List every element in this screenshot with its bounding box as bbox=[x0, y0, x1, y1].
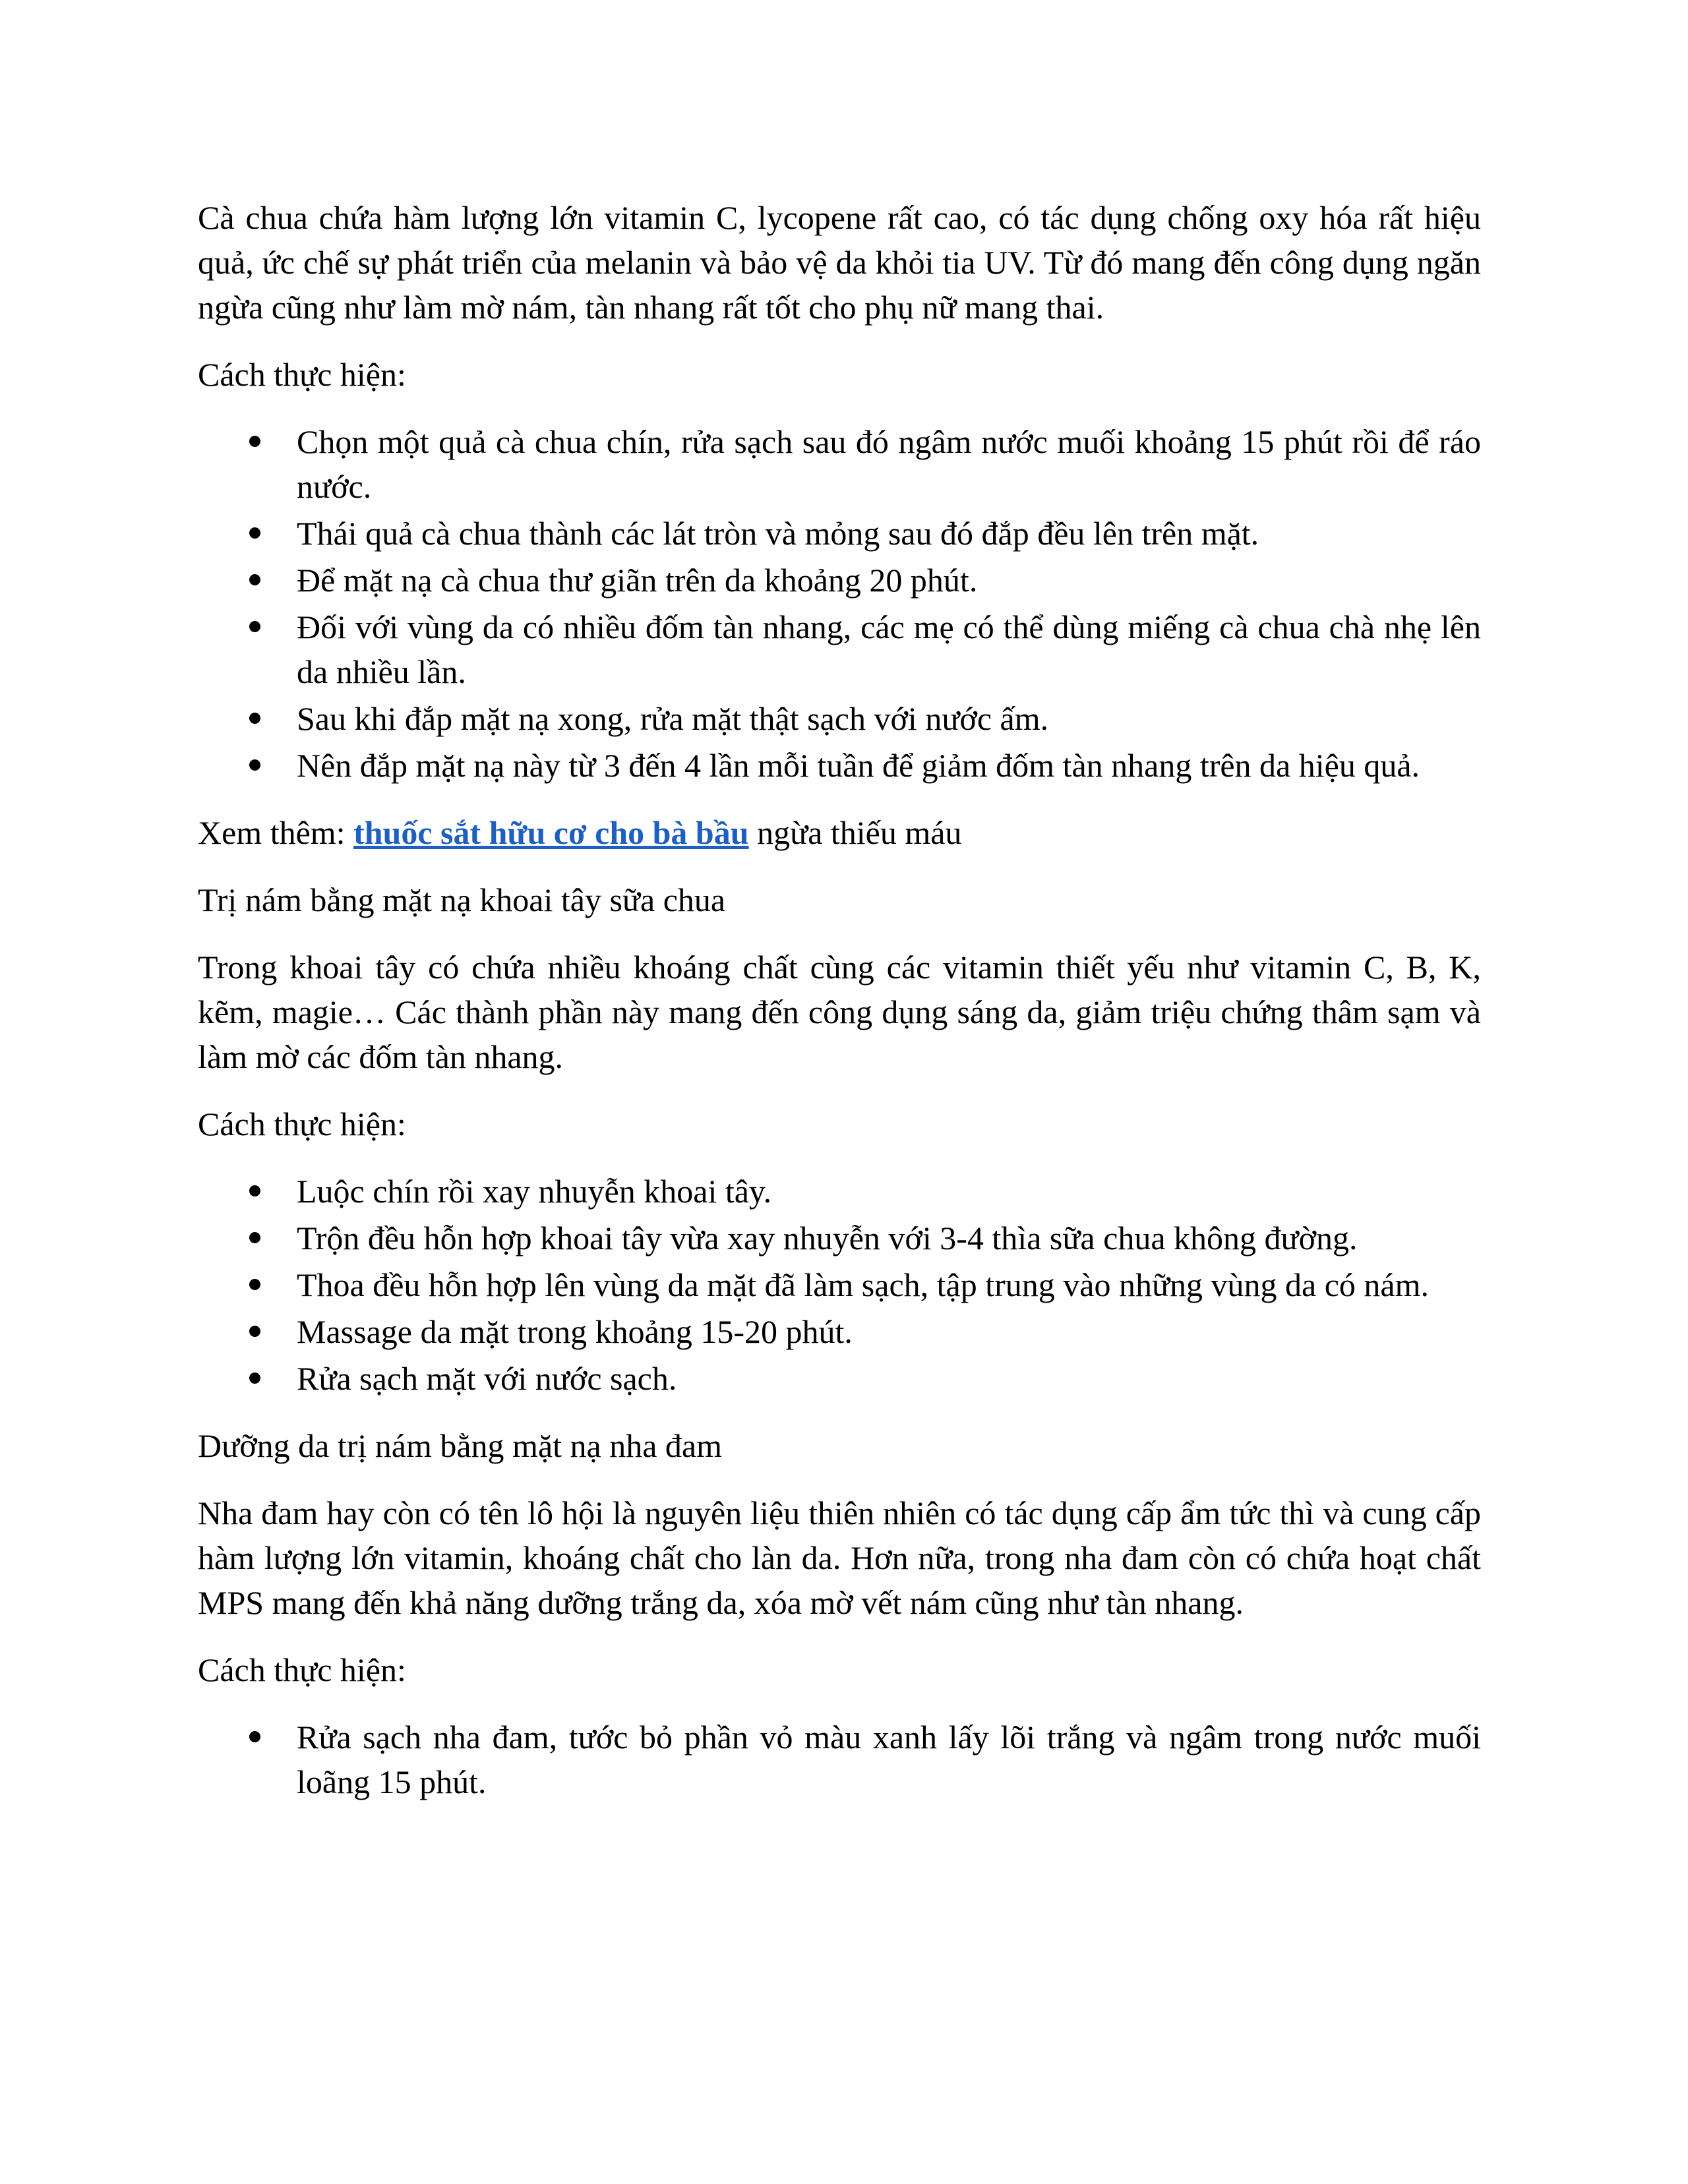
list-item-text: Nên đắp mặt nạ này từ 3 đến 4 lần mỗi tuần để giảm đốm tàn nhang trên da hiệu quả. bbox=[297, 747, 1420, 784]
list-item-text: Thoa đều hỗn hợp lên vùng da mặt đã làm sạch, tập trung vào những vùng da có nám. bbox=[297, 1266, 1430, 1303]
bullet-icon bbox=[249, 1279, 260, 1290]
list-item bbox=[198, 743, 1481, 788]
list-item bbox=[198, 1715, 1481, 1804]
tomato-steps-label: Cách thực hiện: bbox=[198, 356, 406, 393]
list-item-text: Rửa sạch nha đam, tước bỏ phần vỏ màu xanh lấy lõi trắng và ngâm trong nước muối loãng 15 phút. bbox=[297, 1719, 1481, 1800]
iron-supplement-link[interactable]: thuốc sắt hữu cơ cho bà bầu bbox=[353, 814, 749, 851]
tomato-intro-paragraph: Cà chua chứa hàm lượng lớn vitamin C, lycopene rất cao, có tác dụng chống oxy hóa rất hiệu quả, ức chế sự phát triển của melanin và bảo vệ da khỏi tia UV. Từ đó mang đến công dụng ngăn ngừa cũng như làm mờ nám, tàn nhang rất tốt cho phụ nữ mang thai. bbox=[198, 199, 1481, 326]
document-page bbox=[198, 195, 1481, 1827]
bullet-icon bbox=[249, 1731, 260, 1742]
bullet-icon bbox=[249, 574, 260, 585]
bullet-icon bbox=[249, 759, 260, 771]
see-more-prefix: Xem thêm: bbox=[198, 814, 354, 851]
bullet-icon bbox=[249, 1185, 260, 1196]
potato-steps-label: Cách thực hiện: bbox=[198, 1106, 406, 1142]
list-item-text: Luộc chín rồi xay nhuyễn khoai tây. bbox=[297, 1173, 772, 1210]
bullet-icon bbox=[249, 621, 260, 632]
list-item bbox=[198, 696, 1481, 741]
see-more-suffix: ngừa thiếu máu bbox=[748, 814, 962, 851]
aloe-section-heading: Dưỡng da trị nám bằng mặt nạ nha đam bbox=[198, 1427, 722, 1464]
bullet-icon bbox=[249, 713, 260, 724]
bullet-icon bbox=[249, 1326, 260, 1337]
list-item-text: Thái quả cà chua thành các lát tròn và mỏng sau đó đắp đều lên trên mặt. bbox=[297, 515, 1259, 552]
tomato-steps-list bbox=[198, 419, 1481, 788]
aloe-steps-list bbox=[198, 1715, 1481, 1804]
list-item-text: Chọn một quả cà chua chín, rửa sạch sau đó ngâm nước muối khoảng 15 phút rồi để ráo nước. bbox=[297, 423, 1481, 505]
list-item bbox=[198, 511, 1481, 556]
list-item bbox=[198, 558, 1481, 603]
see-more-line bbox=[198, 810, 1481, 855]
list-item bbox=[198, 1169, 1481, 1214]
list-item-text: Rửa sạch mặt với nước sạch. bbox=[297, 1360, 677, 1397]
list-item bbox=[198, 1262, 1481, 1307]
potato-steps-list bbox=[198, 1169, 1481, 1401]
bullet-icon bbox=[249, 527, 260, 539]
potato-intro-paragraph: Trong khoai tây có chứa nhiều khoáng chất cùng các vitamin thiết yếu như vitamin C, B, K, kẽm, magie… Các thành phần này mang đến công dụng sáng da, giảm triệu chứng thâm sạm và làm mờ các đốm tàn nhang. bbox=[198, 949, 1481, 1075]
aloe-intro-paragraph: Nha đam hay còn có tên lô hội là nguyên liệu thiên nhiên có tác dụng cấp ẩm tức thì và cung cấp hàm lượng lớn vitamin, khoáng chất cho làn da. Hơn nữa, trong nha đam còn có chứa hoạt chất MPS mang đến khả năng dưỡng trắng da, xóa mờ vết nám cũng như tàn nhang. bbox=[198, 1494, 1481, 1621]
bullet-icon bbox=[249, 1372, 260, 1384]
aloe-steps-label: Cách thực hiện: bbox=[198, 1651, 406, 1688]
list-item-text: Massage da mặt trong khoảng 15-20 phút. bbox=[297, 1313, 853, 1350]
potato-section-heading: Trị nám bằng mặt nạ khoai tây sữa chua bbox=[198, 881, 726, 918]
list-item bbox=[198, 1356, 1481, 1401]
list-item bbox=[198, 1216, 1481, 1260]
list-item-text: Để mặt nạ cà chua thư giãn trên da khoảng 20 phút. bbox=[297, 562, 978, 599]
list-item bbox=[198, 1309, 1481, 1354]
list-item-text: Đối với vùng da có nhiều đốm tàn nhang, các mẹ có thể dùng miếng cà chua chà nhẹ lên da nhiều lần. bbox=[297, 608, 1481, 690]
bullet-icon bbox=[249, 1232, 260, 1243]
list-item bbox=[198, 419, 1481, 509]
list-item-text: Sau khi đắp mặt nạ xong, rửa mặt thật sạch với nước ấm. bbox=[297, 700, 1049, 737]
bullet-icon bbox=[249, 436, 260, 447]
list-item bbox=[198, 605, 1481, 694]
list-item-text: Trộn đều hỗn hợp khoai tây vừa xay nhuyễn với 3-4 thìa sữa chua không đường. bbox=[297, 1220, 1358, 1256]
